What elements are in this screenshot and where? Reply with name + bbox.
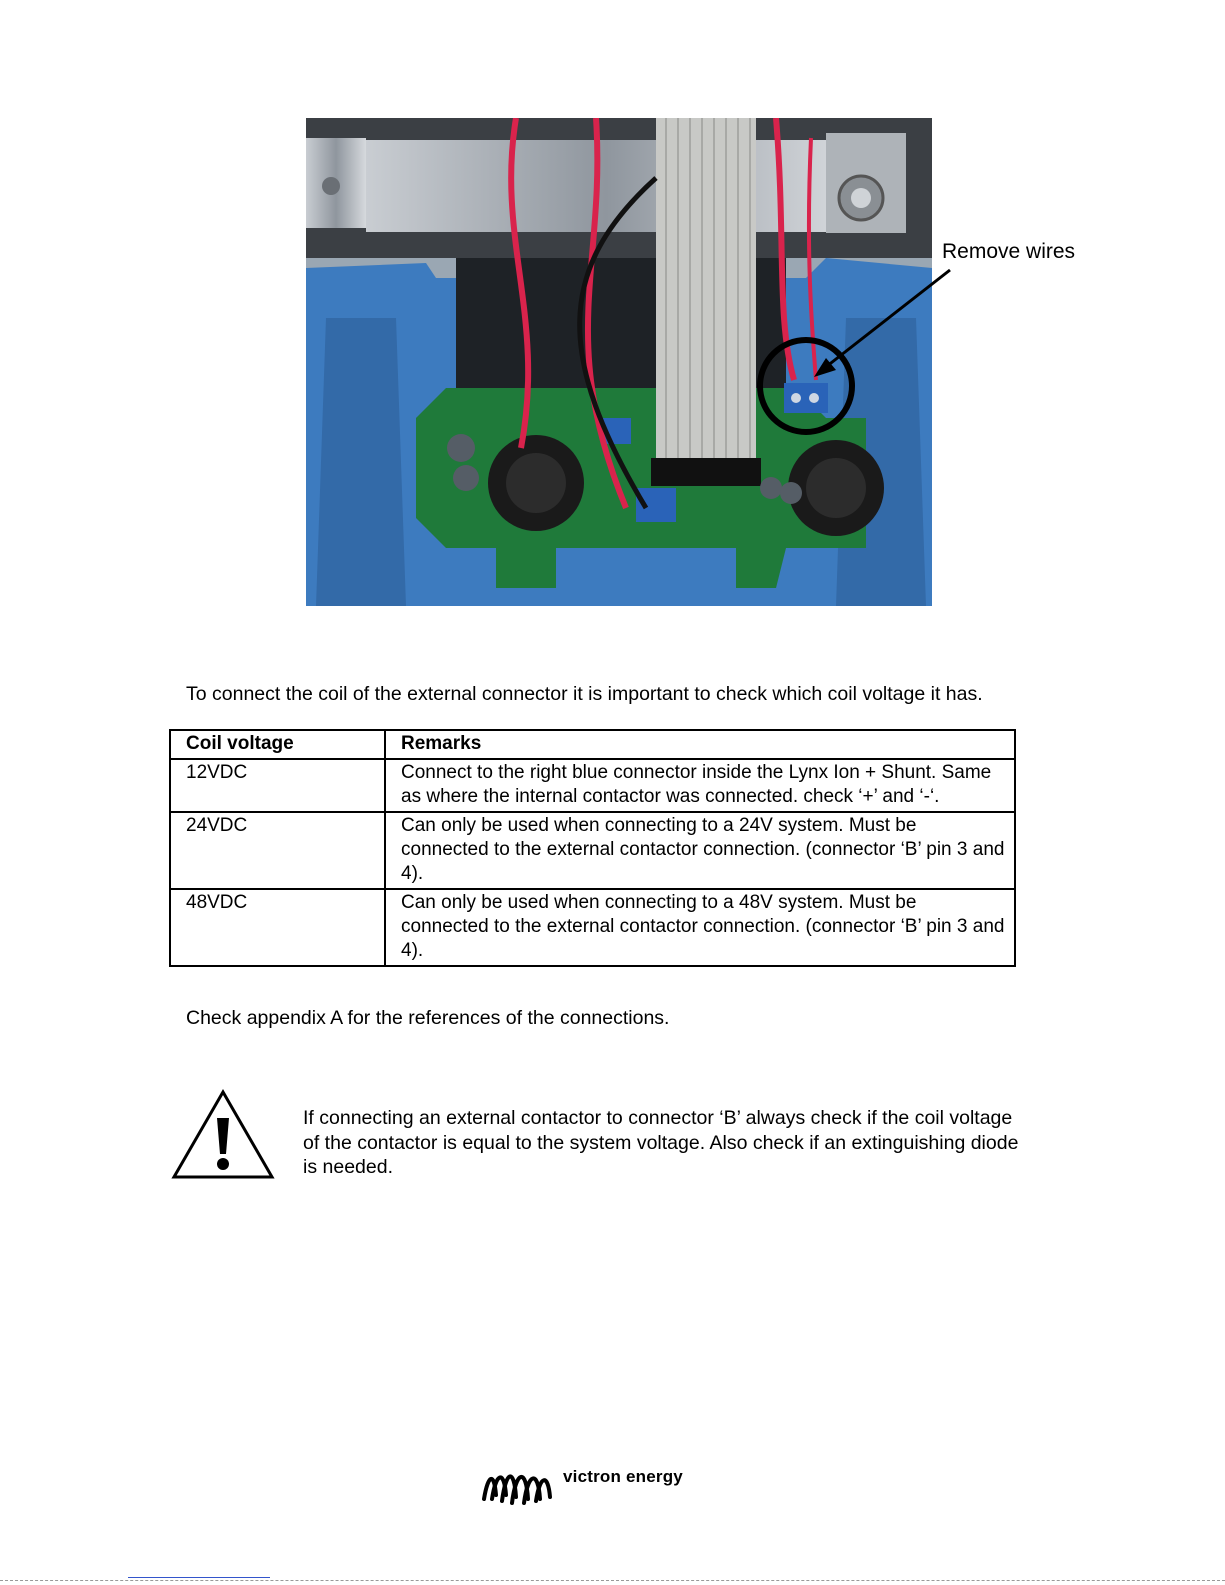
cell-remarks: Can only be used when connecting to a 48V system. Must be connected to the external contactor connection. (connector ‘B’ pin 3 and 4). [385,889,1015,966]
table-row [170,812,1015,889]
cell-voltage: 48VDC [170,889,385,966]
header-coil-voltage: Coil voltage [170,730,385,759]
table-row [170,759,1015,812]
table-header-row [170,730,1015,759]
table-row [170,889,1015,966]
header-remarks: Remarks [385,730,1015,759]
footer-link-line [128,1577,270,1578]
device-photo-illustration [306,118,932,606]
intro-text: To connect the coil of the external connector it is important to check which coil voltage it has. [186,683,983,705]
callout-label: Remove wires [942,240,1076,263]
coil-voltage-table [169,729,1016,967]
warning-text: If connecting an external contactor to connector ‘B’ always check if the coil voltage of the contactor is equal to the system voltage. Also check if an extinguishing diode is needed. [303,1107,1019,1178]
footer-rule [0,1580,1225,1581]
victron-logo-icon [480,1465,560,1507]
cell-voltage: 24VDC [170,812,385,889]
cell-remarks: Connect to the right blue connector inside the Lynx Ion + Shunt. Same as where the internal contactor was connected. check ‘+’ and ‘-‘. [385,759,1015,812]
warning-triangle-icon [170,1088,276,1182]
cell-remarks: Can only be used when connecting to a 24V system. Must be connected to the external contactor connection. (connector ‘B’ pin 3 and 4). [385,812,1015,889]
cell-voltage: 12VDC [170,759,385,812]
device-photo [306,118,932,606]
appendix-text: Check appendix A for the references of the connections. [186,1007,670,1029]
brand-name: victron energy [563,1467,683,1486]
